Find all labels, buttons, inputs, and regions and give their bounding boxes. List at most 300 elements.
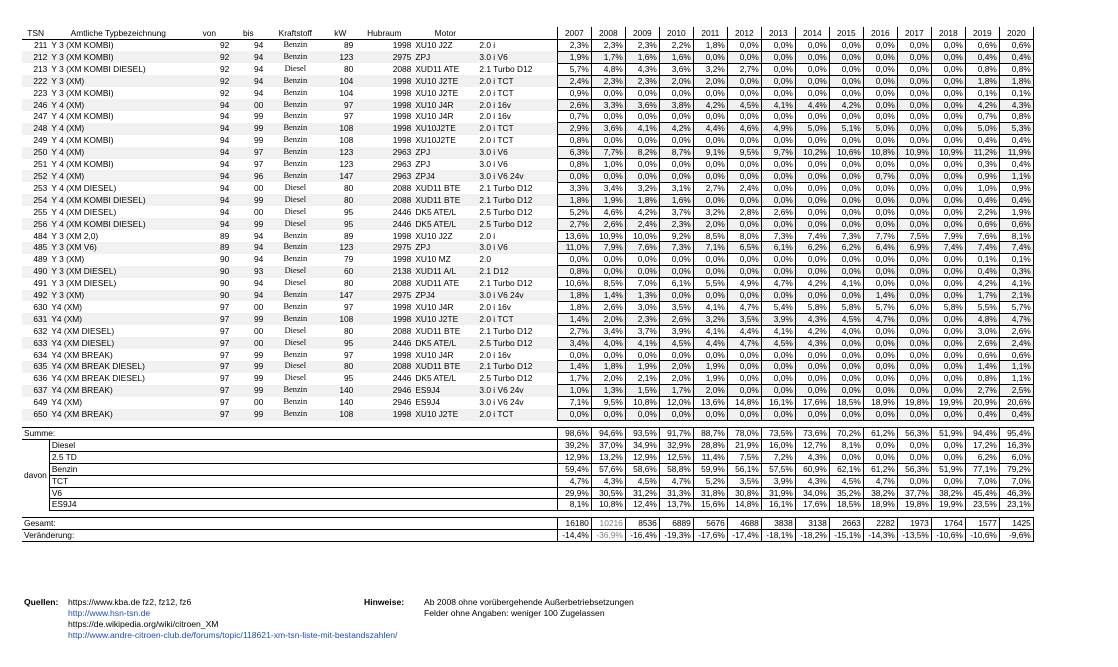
percent-cell: 3,5% [727,475,761,487]
percent-cell: 4,7% [761,278,795,290]
percent-cell: 4,6% [591,206,625,218]
percent-cell: 39,2% [557,439,591,451]
percent-cell: 10,9% [897,147,931,159]
percent-cell: 4,2% [795,325,829,337]
percent-cell: 0,0% [931,75,965,87]
motor-code-cell: DK5 ATE/L [415,373,457,384]
hubraum-cell: 2975 [355,242,413,254]
percent-cell: 4,9% [727,278,761,290]
motor-cell: 2.0 i TCT [477,409,557,421]
spacer-cell [659,421,693,428]
percent-cell: 0,0% [727,290,761,302]
percent-cell: 4,1% [693,325,727,337]
group-label: TCT [49,475,557,487]
kraftstoff-cell: Benzin [265,409,325,421]
kraftstoff-cell: Diesel [265,266,325,278]
von-cell: 94 [187,99,231,111]
percent-cell: 0,1% [999,254,1033,266]
table-row [22,325,1033,337]
percent-cell: 1764 [931,518,965,530]
percent-cell: 2663 [829,518,863,530]
percent-cell: 10,9% [591,230,625,242]
percent-cell: 0,6% [999,40,1033,52]
percent-cell: 0,0% [625,409,659,421]
percent-cell: 0,0% [897,51,931,63]
percent-cell: 0,8% [999,63,1033,75]
percent-cell: 0,0% [863,182,897,194]
typbezeichnung-cell: Y 4 (XM KOMBI) [51,111,114,122]
table-row [22,87,1033,99]
typbezeichnung-cell: Y 3 (XM KOMBI DIESEL) [51,63,146,74]
tsn-cell: 634 [33,349,48,360]
percent-cell: 0,0% [897,451,931,463]
percent-cell: 6,2% [965,451,999,463]
note-line: Felder ohne Angaben: weniger 100 Zugelassen [424,608,605,618]
von-cell: 90 [220,254,230,265]
percent-cell: 3,0% [965,325,999,337]
percent-cell: 4,9% [761,123,795,135]
percent-cell: 0,0% [693,51,727,63]
header-tsn: TSN [22,27,49,40]
percent-cell: 3,6% [659,63,693,75]
typbezeichnung-cell: Y 4 (XM KOMBI DIESEL) [49,194,187,206]
percent-cell: 0,0% [795,290,829,302]
percent-cell: 0,0% [761,373,795,385]
header-year: 2011 [693,27,727,40]
percent-cell: 19,8% [897,397,931,409]
percent-cell: -18,2% [795,530,829,542]
kraftstoff-cell: Benzin [265,385,325,397]
percent-cell: 2,3% [625,40,659,52]
spacer-cell [829,421,863,428]
percent-cell: 2,6% [659,313,693,325]
table-row [22,99,1033,111]
percent-cell: 4,3% [625,63,659,75]
percent-cell: 57,5% [761,463,795,475]
percent-cell: 0,0% [931,409,965,421]
header-year: 2018 [931,27,965,40]
percent-cell: 3,6% [591,123,625,135]
percent-cell: 2,6% [965,337,999,349]
motor-code-cell: XUD11 BTE [413,361,477,373]
percent-cell: 1,4% [591,290,625,302]
percent-cell: 4,7% [863,313,897,325]
percent-cell: 1,4% [557,313,591,325]
percent-cell: 0,0% [829,170,863,182]
percent-cell: 0,0% [557,409,591,421]
von-cell: 94 [220,206,230,217]
percent-cell: 4,0% [591,337,625,349]
source-link[interactable]: http://www.hsn-tsn.de [68,608,151,618]
table-row [22,194,1033,206]
percent-cell: 3,7% [659,206,693,218]
percent-cell: 10216 [591,518,625,530]
von-cell: 94 [187,170,231,182]
percent-cell: 0,0% [761,135,795,147]
bis-cell: 94 [231,242,265,254]
motor-code-cell: ES9J4 [415,397,441,408]
motor-cell: 2.0 i 16v [477,99,557,111]
percent-cell: 0,0% [693,135,727,147]
percent-cell: 0,0% [863,439,897,451]
kraftstoff-cell: Diesel [284,63,307,73]
percent-cell: 2,6% [557,99,591,111]
percent-cell: -14,3% [863,530,897,542]
percent-cell: 0,0% [863,451,897,463]
percent-cell: 4,2% [829,99,863,111]
percent-cell: 12,0% [659,397,693,409]
header-typbezeichnung: Amtliche Typbezeichnung [49,27,187,40]
percent-cell: 0,0% [897,337,931,349]
group-row [22,499,1033,511]
percent-cell: 0,0% [795,170,829,182]
kw-cell: 80 [344,278,354,289]
header-year: 2008 [591,27,625,40]
spacer-cell [187,421,231,428]
percent-cell: 6,2% [795,242,829,254]
percent-cell: 94,4% [965,428,999,440]
percent-cell: 2,0% [591,313,625,325]
typbezeichnung-cell: Y 4 (XM KOMBI) [51,159,114,170]
percent-cell: 2,0% [659,373,693,385]
percent-cell: 94,6% [591,428,625,440]
spacer-cell [863,421,897,428]
kw-cell: 104 [339,87,354,98]
percent-cell: 7,4% [965,242,999,254]
hubraum-cell: 1998 [392,40,412,51]
percent-cell: 8,1% [557,499,591,511]
motor-code-cell: XUD11 ATE [415,278,460,289]
davon-label: davon [24,469,47,480]
kw-cell: 108 [325,409,355,421]
von-cell: 97 [220,397,230,408]
motor-code-cell: ZPJ4 [413,290,477,302]
tsn-cell: 249 [33,135,48,146]
percent-cell: 0,0% [829,254,863,266]
percent-cell: 0,0% [863,337,897,349]
percent-cell: 0,0% [863,135,897,147]
header-year: 2014 [795,27,829,40]
hubraum-cell: 2088 [392,182,412,193]
kraftstoff-cell: Benzin [265,75,325,87]
kw-cell: 147 [325,170,355,182]
percent-cell: 18,5% [829,499,863,511]
spacer-cell [49,511,187,518]
percent-cell: 2,7% [693,182,727,194]
spacer-cell [625,511,659,518]
spacer-cell [187,511,231,518]
percent-cell: 1,3% [625,290,659,302]
percent-cell: 2,3% [625,75,659,87]
spacer-cell [477,421,557,428]
group-row [22,487,1033,499]
percent-cell: 0,0% [795,51,829,63]
percent-cell: 6,4% [863,242,897,254]
kw-cell: 97 [344,111,354,122]
percent-cell: 0,0% [829,182,863,194]
percent-cell: 59,4% [557,463,591,475]
percent-cell: 0,6% [965,218,999,230]
von-cell: 92 [220,87,230,98]
percent-cell: 9,7% [761,147,795,159]
percent-cell: 0,8% [557,159,591,171]
percent-cell: 0,0% [897,182,931,194]
header-row [22,27,1033,40]
percent-cell: 0,1% [965,87,999,99]
bis-cell: 97 [231,147,265,159]
percent-cell: 3,3% [557,182,591,194]
hubraum-cell: 2946 [392,397,412,408]
kraftstoff-cell: Diesel [284,278,307,288]
percent-cell: 2,7% [965,385,999,397]
percent-cell: 7,3% [659,242,693,254]
table-row [22,373,1033,385]
percent-cell: 0,6% [999,218,1033,230]
percent-cell: 0,0% [897,325,931,337]
percent-cell: 2,0% [659,75,693,87]
percent-cell: 0,0% [761,75,795,87]
gesamt-label: Gesamt: [22,518,557,530]
percent-cell: 77,1% [965,463,999,475]
bis-cell: 94 [231,290,265,302]
hubraum-cell: 2975 [355,290,413,302]
hubraum-cell: 2088 [392,325,412,336]
percent-cell: 0,0% [761,63,795,75]
percent-cell: 0,0% [625,254,659,266]
typbezeichnung-cell: Y 4 (XM) [49,99,187,111]
motor-code-cell: XU10J2TE [415,135,456,146]
percent-cell: 3,0% [625,301,659,313]
group-label: ES9J4 [49,499,557,511]
von-cell: 94 [187,147,231,159]
percent-cell: 95,4% [999,428,1033,440]
percent-cell: 0,0% [795,135,829,147]
group-row [22,439,1033,451]
source-link[interactable]: http://www.andre-citroen-club.de/forums/topic/118621-xm-tsn-liste-mit-bestandszahlen/ [68,630,398,640]
percent-cell: 4,7% [999,313,1033,325]
hubraum-cell: 1998 [355,99,413,111]
hubraum-cell: 2446 [392,206,412,217]
percent-cell: 30,5% [591,487,625,499]
percent-cell: 4,5% [829,475,863,487]
kraftstoff-cell: Benzin [265,313,325,325]
kw-cell: 97 [325,99,355,111]
percent-cell: 3,7% [625,325,659,337]
percent-cell: 0,0% [693,111,727,123]
percent-cell: 16180 [557,518,591,530]
kraftstoff-cell: Benzin [283,111,308,121]
percent-cell: 0,0% [931,451,965,463]
percent-cell: 4,6% [727,123,761,135]
header-year: 2009 [625,27,659,40]
motor-cell: 2.0 i TCT [477,123,557,135]
header-year: 2012 [727,27,761,40]
motor-cell: 2.5 Turbo D12 [479,373,533,384]
percent-cell: 2,3% [591,75,625,87]
hubraum-cell: 1998 [392,135,412,146]
percent-cell: 4,3% [591,475,625,487]
percent-cell: 0,0% [659,159,693,171]
percent-cell: 0,4% [999,135,1033,147]
percent-cell: 32,9% [659,439,693,451]
motor-cell: 2.0 i 16v [479,349,511,360]
typbezeichnung-cell: Y4 (XM) [49,313,187,325]
percent-cell: 51,9% [931,463,965,475]
percent-cell: 1,9% [625,361,659,373]
percent-cell: 0,0% [863,254,897,266]
percent-cell: 0,4% [965,51,999,63]
percent-cell: 0,0% [591,254,625,266]
bis-cell: 00 [231,337,265,349]
percent-cell: 0,0% [591,170,625,182]
typbezeichnung-cell: Y 3 (XM) [51,254,85,265]
percent-cell: 61,2% [863,428,897,440]
percent-cell: 0,0% [897,218,931,230]
percent-cell: 0,0% [795,254,829,266]
percent-cell: 0,0% [897,439,931,451]
percent-cell: 0,0% [727,254,761,266]
typbezeichnung-cell: Y 4 (XM) [49,170,187,182]
percent-cell: 0,0% [863,111,897,123]
percent-cell: -36,9% [591,530,625,542]
percent-cell: 6,9% [897,242,931,254]
percent-cell: 0,0% [761,159,795,171]
percent-cell: 0,0% [897,111,931,123]
percent-cell: 0,0% [727,373,761,385]
percent-cell: 0,0% [693,194,727,206]
spacer-cell [863,511,897,518]
percent-cell: 4,3% [795,313,829,325]
motor-cell: 2.0 i [479,230,496,241]
percent-cell: 70,2% [829,428,863,440]
percent-cell: 4,2% [625,206,659,218]
von-cell: 94 [187,123,231,135]
percent-cell: 0,0% [931,278,965,290]
percent-cell: 1,5% [625,385,659,397]
spacer-cell [355,421,413,428]
spacer-cell [829,511,863,518]
spacer-cell [265,421,325,428]
tsn-cell: 256 [22,218,49,230]
spacer-cell [761,511,795,518]
spacer-cell [659,511,693,518]
percent-cell: 0,0% [795,349,829,361]
percent-cell: 4,4% [795,99,829,111]
percent-cell: 0,0% [829,159,863,171]
kraftstoff-cell: Diesel [284,373,307,383]
percent-cell: 0,0% [761,290,795,302]
hubraum-cell: 2088 [355,194,413,206]
percent-cell: 7,1% [693,242,727,254]
motor-code-cell: ZPJ [413,51,477,63]
percent-cell: 14,8% [727,397,761,409]
percent-cell: 1,6% [659,194,693,206]
percent-cell: 3,9% [659,325,693,337]
motor-cell: 3.0 i V6 [477,147,557,159]
percent-cell: 16,1% [761,397,795,409]
spacer-cell [413,421,477,428]
percent-cell: 0,0% [795,385,829,397]
motor-code-cell: ZPJ [413,242,477,254]
percent-cell: 0,0% [863,409,897,421]
percent-cell: 0,8% [965,373,999,385]
kraftstoff-cell: Benzin [265,147,325,159]
motor-cell: 2.1 Turbo D12 [479,63,533,74]
percent-cell: 1,8% [557,301,591,313]
percent-cell: 0,0% [829,87,863,99]
percent-cell: 0,0% [829,194,863,206]
percent-cell: 1,4% [965,361,999,373]
table-row [22,75,1033,87]
percent-cell: 0,0% [829,63,863,75]
percent-cell: 0,0% [727,159,761,171]
percent-cell: 1,0% [965,182,999,194]
kw-cell: 123 [339,159,354,170]
percent-cell: 5,5% [693,278,727,290]
percent-cell: 13,6% [693,397,727,409]
percent-cell: 0,0% [625,159,659,171]
percent-cell: 62,1% [829,463,863,475]
percent-cell: 0,0% [591,266,625,278]
percent-cell: 16,0% [761,439,795,451]
von-cell: 97 [187,385,231,397]
percent-cell: 10,0% [625,230,659,242]
percent-cell: 1,8% [965,75,999,87]
percent-cell: 4,5% [829,313,863,325]
motor-cell: 2.1 Turbo D12 [479,182,533,193]
motor-code-cell: ES9J4 [413,385,477,397]
percent-cell: 8,5% [591,278,625,290]
typbezeichnung-cell: Y 4 (XM KOMBI) [51,135,114,146]
header-motor: Motor [413,27,477,40]
percent-cell: 4,8% [965,313,999,325]
spacer-cell [761,421,795,428]
tsn-cell: 246 [22,99,49,111]
typbezeichnung-cell: Y4 (XM BREAK) [49,409,187,421]
hubraum-cell: 2446 [355,218,413,230]
kraftstoff-cell: Benzin [265,290,325,302]
spacer-cell [897,511,931,518]
bis-cell: 00 [254,325,264,336]
percent-cell: 7,6% [965,230,999,242]
percent-cell: 4,3% [999,99,1033,111]
motor-code-cell: XU10 J4R [413,99,477,111]
notes-label: Hinweise: [364,597,405,607]
percent-cell: 4,0% [829,325,863,337]
von-cell: 94 [220,159,230,170]
kw-cell: 80 [325,194,355,206]
motor-code-cell: XUD11 BTE [415,182,461,193]
percent-cell: 3,5% [659,301,693,313]
motor-code-cell: ZPJ4 [413,170,477,182]
von-cell: 92 [220,40,230,51]
percent-cell: 0,0% [931,349,965,361]
percent-cell: 30,8% [727,487,761,499]
percent-cell: 0,0% [795,159,829,171]
bis-cell: 94 [231,75,265,87]
percent-cell: 0,0% [897,170,931,182]
percent-cell: 51,9% [931,428,965,440]
percent-cell: 11,4% [693,451,727,463]
percent-cell: 2,7% [557,325,591,337]
percent-cell: 0,1% [965,254,999,266]
percent-cell: 58,6% [625,463,659,475]
typbezeichnung-cell: Y 4 (XM) [49,123,187,135]
percent-cell: 2,8% [727,206,761,218]
tsn-cell: 491 [33,278,48,289]
registration-table [22,27,1034,542]
tsn-cell: 492 [22,290,49,302]
